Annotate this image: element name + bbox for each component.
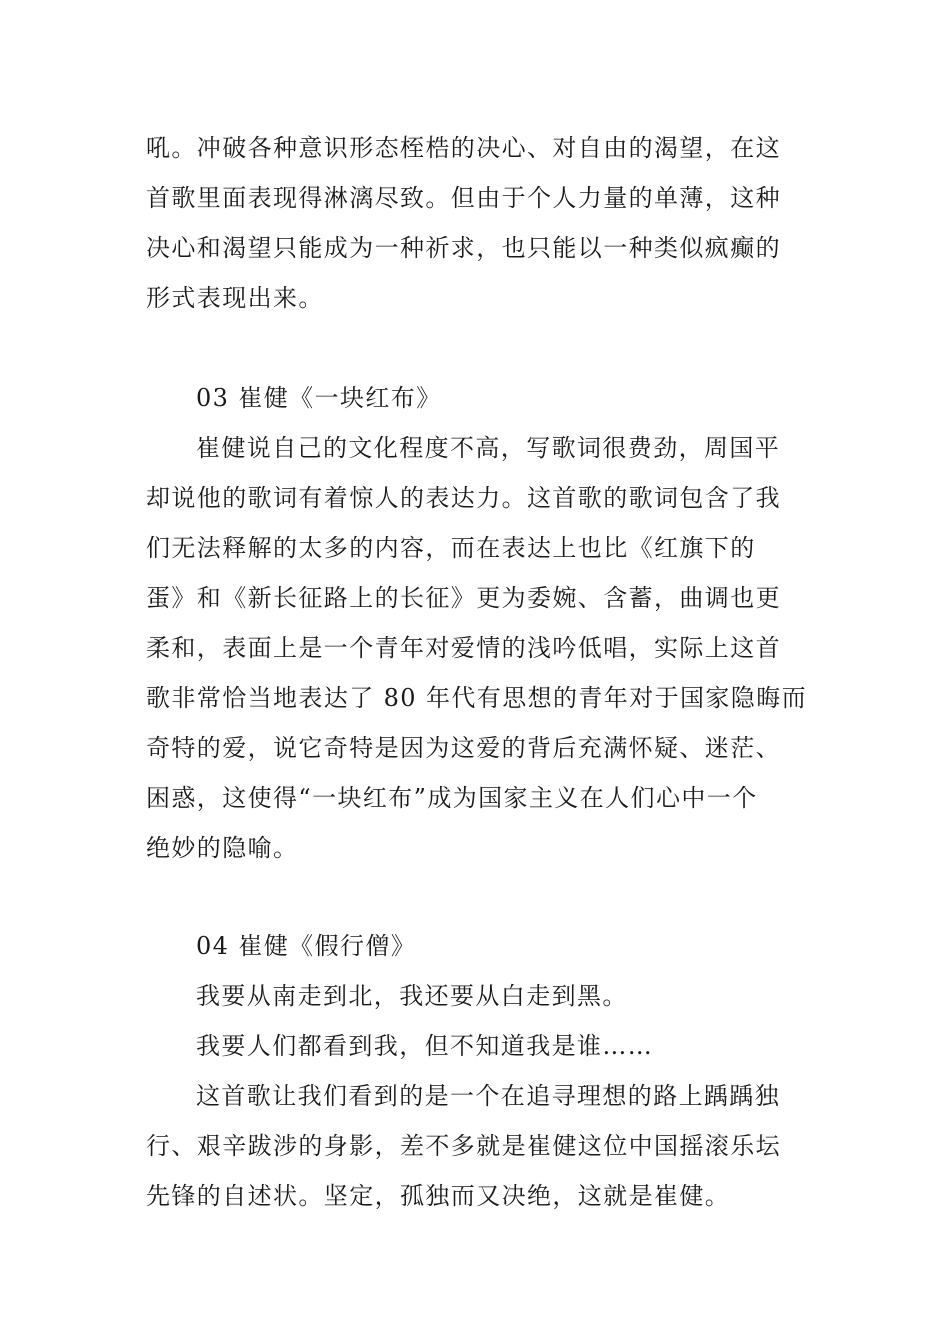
- paragraph-line: 决心和渴望只能成为一种祈求，也只能以一种类似疯癫的: [146, 234, 781, 262]
- paragraph-line: 首歌里面表现得淋漓尽致。但由于个人力量的单薄，这种: [146, 184, 781, 212]
- lyric-line: 我要从南走到北，我还要从白走到黑。: [196, 982, 628, 1010]
- paragraph-line: 却说他的歌词有着惊人的表达力。这首歌的歌词包含了我: [146, 484, 781, 512]
- paragraph-line: 行、艰辛跋涉的身影，差不多就是崔健这位中国摇滚乐坛: [146, 1132, 781, 1160]
- paragraph-line: 崔健说自己的文化程度不高，写歌词很费劲，周国平: [196, 434, 781, 462]
- paragraph-line: 奇特的爱，说它奇特是因为这爱的背后充满怀疑、迷茫、: [146, 734, 781, 762]
- paragraph-line: 蛋》和《新长征路上的长征》更为委婉、含蓄，曲调也更: [146, 584, 781, 612]
- section-heading-03: 03 崔健《一块红布》: [196, 384, 442, 412]
- paragraph-line: 先锋的自述状。坚定，孤独而又决绝，这就是崔健。: [146, 1182, 731, 1210]
- section-heading-04: 04 崔健《假行僧》: [196, 932, 417, 960]
- paragraph-line: 这首歌让我们看到的是一个在追寻理想的路上踽踽独: [196, 1082, 781, 1110]
- paragraph-line: 绝妙的隐喻。: [146, 834, 299, 862]
- paragraph-line: 歌非常恰当地表达了 80 年代有思想的青年对于国家隐晦而: [146, 684, 807, 712]
- paragraph-line: 吼。冲破各种意识形态桎梏的决心、对自由的渴望，在这: [146, 134, 781, 162]
- paragraph-line: 柔和，表面上是一个青年对爱情的浅吟低唱，实际上这首: [146, 634, 781, 662]
- lyric-line: 我要人们都看到我，但不知道我是谁……: [196, 1032, 654, 1060]
- paragraph-line: 困惑，这使得“一块红布”成为国家主义在人们心中一个: [146, 784, 758, 812]
- paragraph-line: 们无法释解的太多的内容，而在表达上也比《红旗下的: [146, 534, 756, 562]
- paragraph-line: 形式表现出来。: [146, 284, 324, 312]
